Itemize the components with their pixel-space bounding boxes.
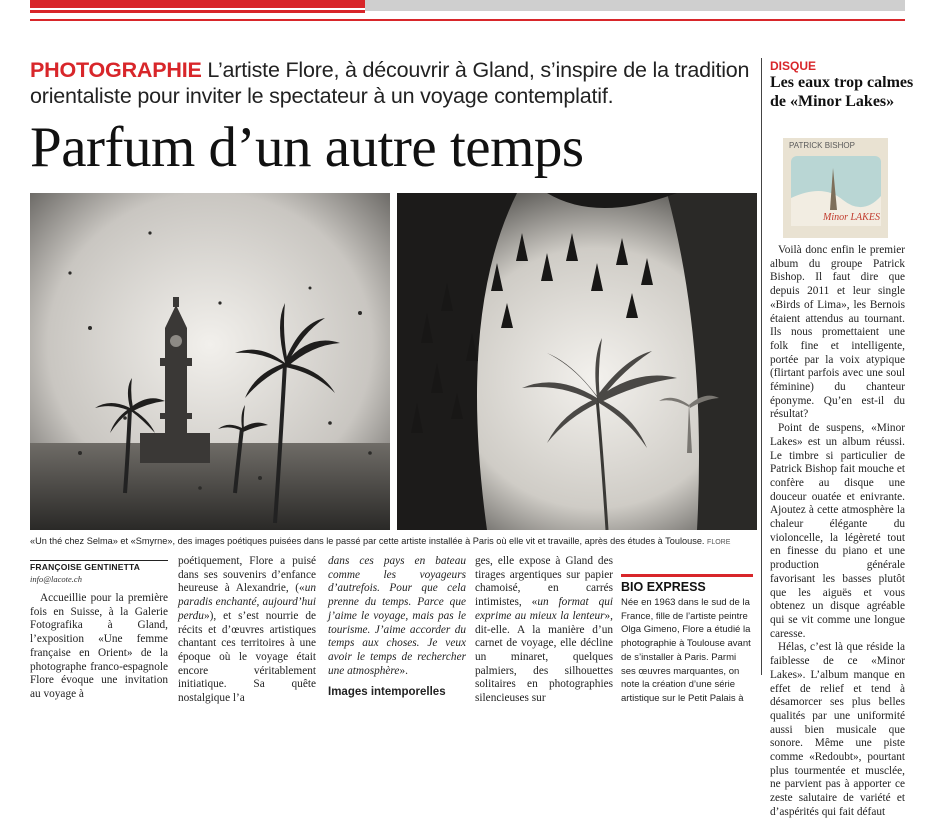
bio-title: BIO EXPRESS [621, 580, 706, 594]
album-artist: PATRICK BISHOP [789, 141, 855, 150]
bio-text: Née en 1963 dans le sud de la France, fille de l’artiste peintre Olga Gimeno, Flore a étudié la photographie à Toulouse avant de s’installer à Paris. Parmi ses œuvres marquantes, on note la création d’une série artistique sur le Petit Palais à [621, 597, 751, 704]
review-paragraph-3: Hélas, c’est là que réside la faiblesse de ce «Minor Lakes». L’album manque en effet de relief et tend à désamorcer ses plus belles qualités par une uniformité aussi bien musicale que sonore. Même une piste comme «Redoubt», pourtant plus tourmentée et musclée, ne parvient pas à apporter ce zeste salutaire de variété et d’aspérités qui fait défaut [770, 641, 905, 818]
byline-rule [30, 560, 168, 561]
article-headline: Parfum d’un autre temps [30, 116, 584, 179]
article-column-4 [475, 555, 613, 706]
article-column-1 [30, 592, 168, 702]
column-3-subhead: Images intemporelles [328, 686, 446, 699]
column-3-text: dans ces pays en bateau comme les voyageurs d’autrefois. Pour que cela prenne du temps. Parce que j’aime le voyage, mais pas le tourisme. J’aime accorder du temps aux choses. Je veux avoir le temps de rechercher une atmosphère». [328, 555, 466, 677]
photo-credit: FLORE [707, 539, 731, 546]
column-2-text: poétiquement, Flore a puisé dans ses souvenirs d’enfance heureuse à Alexandrie, («un paradis enchanté, aujourd’hui perdu»), et s’est nourrie de récits et d’œuvres artistiques chantant ces territoires à une époque où le voyage était encore véritablement initiatique. Sa quête nostalgique l’a [178, 555, 316, 705]
column-4-text: ges, elle expose à Gland des tirages argentiques sur papier chamoisé, en carrés intimistes, «un format qui exprime au mieux la lenteur», dit-elle. A la manière d’un carnet de voyage, elle décline un minaret, quelques palmiers, des silhouettes solitaires en photographies silencieuses sur [475, 555, 614, 705]
bio-rule [621, 574, 753, 577]
section-header-bar [30, 0, 365, 13]
kicker-text: L’artiste Flore, à découvrir à Gland, s’inspire de la tradition orientaliste pour inviter le spectateur à un voyage contemplatif. [30, 58, 750, 108]
article-kicker [30, 57, 760, 109]
album-cover [783, 138, 888, 238]
article-category: PHOTOGRAPHIE [30, 58, 202, 82]
column-1-text: Accueillie pour la première fois en Suisse, à la Galerie Fotografika à Gland, l’exposition «Une femme française en Orient» de la photographe franco-espagnole Flore évoque une invitation au voyage à [30, 592, 168, 700]
sidebar-tag: DISQUE [770, 59, 817, 73]
section-header-gray-bar [365, 0, 905, 11]
photo-caption [30, 535, 760, 549]
sidebar-title: Les eaux trop calmes de «Minor Lakes» [770, 74, 914, 110]
caption-text: «Un thé chez Selma» et «Smyrne», des images poétiques puisées dans le passé par cette artiste installée à Paris où elle vit et travaille, après des études à Toulouse. [30, 536, 705, 546]
byline [30, 562, 168, 584]
review-paragraph-2: Point de suspens, «Minor Lakes» est un album réussi. Le timbre si particulier de Patrick Bishop fait mouche et confère au disque une douceur ouatée et enivrante. Ajoutez à cette atmosphère la chaleur élégante du violoncelle, la légèreté tout en finesse du piano et une production générale favorisant les basses plutôt que les aiguës et vous obtenez un disque agréable qui se vit comme une longue caresse. [770, 422, 905, 640]
sidebar-divider [761, 58, 762, 675]
article-column-2 [178, 555, 316, 706]
photo-palm-canopy [397, 193, 757, 530]
album-review [770, 244, 905, 820]
album-title: Minor LAKES [823, 212, 880, 223]
photo-tower-palms [30, 193, 390, 530]
author-name: FRANÇOISE GENTINETTA [30, 562, 141, 572]
article-column-3 [328, 555, 466, 700]
author-email[interactable]: info@lacote.ch [30, 574, 82, 584]
review-paragraph-1: Voilà donc enfin le premier album du groupe Patrick Bishop. Il faut dire que depuis 2011 et leur single «Birds of Lima», les Bernois étaient attendus au tournant. Ils nous promettaient une folk fine et intelligente, portée par la voix atypique (flirtant parfois avec une soul féminine) du chanteur éponyme. Qu’en est-il du résultat? [770, 244, 905, 421]
header-rule [30, 19, 905, 21]
